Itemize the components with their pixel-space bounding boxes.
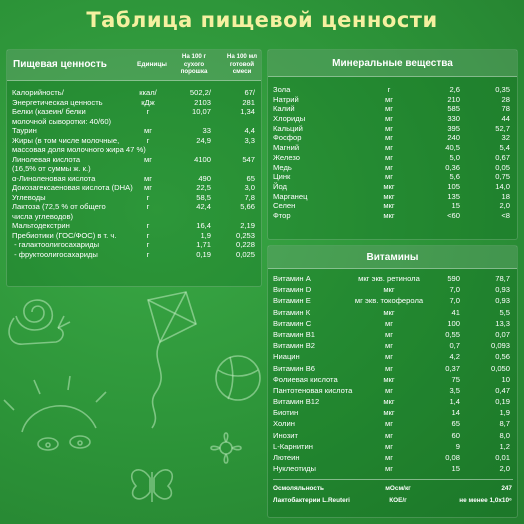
row-value-per-100g: 15 — [451, 464, 460, 474]
row-unit: кДж — [141, 97, 155, 107]
row-unit: г — [146, 221, 150, 230]
row-value-per-100ml: 0,05 — [495, 162, 510, 172]
row-unit: мг — [385, 104, 393, 114]
row-unit: мкг — [383, 374, 395, 384]
row-name: Холин — [273, 419, 295, 429]
row-name: Углеводы — [12, 192, 46, 202]
row-value-per-100g: 330 — [447, 114, 460, 124]
row-value-per-100g: 0,37 — [445, 363, 460, 373]
row-name: Витамин Е — [273, 296, 311, 306]
row-value-per-100g: 58,5 — [196, 192, 211, 202]
header-name: Пищевая ценность — [13, 59, 107, 70]
table-row — [7, 183, 261, 193]
row-value-per-100g: 1,71 — [196, 240, 211, 249]
row-unit: г — [146, 192, 150, 202]
table-row — [7, 174, 261, 184]
row-name: Зола — [273, 85, 291, 94]
row-value-per-100g: 22,5 — [196, 183, 211, 192]
row-name: Витамин В12 — [273, 397, 320, 407]
row-value-per-100g: 41 — [451, 307, 460, 317]
row-unit: мг — [385, 419, 393, 429]
row-name: Железо — [273, 152, 300, 162]
row-unit: мг — [385, 441, 393, 451]
row-unit: мкг — [383, 191, 395, 201]
row-unit: мкг — [383, 181, 395, 191]
butterfly-icon — [132, 470, 173, 502]
row-value-per-100ml: 1,34 — [240, 107, 255, 116]
row-unit: мкг экв. ретинола — [358, 274, 420, 283]
row-value-per-100ml: 3,3 — [244, 135, 255, 145]
row-unit: мг — [385, 341, 393, 351]
row-value-per-100g: 33 — [202, 126, 211, 135]
decoration — [0, 282, 262, 522]
page-title: Таблица пищевой ценности — [86, 8, 438, 32]
row-name: Фолиевая кислота — [273, 374, 338, 384]
row-unit: мг — [385, 172, 393, 182]
row-value-per-100g: 590 — [447, 274, 460, 283]
row-value-per-100ml: 0,050 — [490, 363, 510, 373]
minerals-rows — [268, 85, 517, 221]
table-row — [268, 407, 517, 418]
table-row — [7, 202, 261, 212]
row-unit: мг — [385, 430, 393, 440]
row-value-per-100ml: 0,47 — [495, 385, 510, 395]
row-name: Йод — [273, 181, 287, 191]
row-value-per-100g: 4,2 — [449, 352, 460, 362]
table-row — [7, 250, 261, 260]
table-row — [268, 133, 517, 143]
row-value-per-100ml: 0,35 — [495, 85, 510, 94]
row-value-per-100ml: 5,4 — [499, 143, 510, 153]
table-row — [268, 85, 517, 95]
row-value-per-100g: 7,0 — [449, 296, 460, 306]
table-row — [7, 221, 261, 231]
row-name: Магний — [273, 143, 300, 153]
row-value-per-100ml: 78 — [501, 104, 510, 114]
table-row — [7, 107, 261, 117]
row-unit: мг — [385, 123, 393, 133]
nutrition-header — [7, 50, 261, 81]
row-value-per-100ml: 5,66 — [240, 202, 255, 211]
row-unit: мкг — [383, 285, 395, 295]
row-name: молочной сыворотки: 40/60) — [12, 116, 112, 126]
row-value-per-100ml: 0,93 — [495, 296, 510, 306]
row-unit: мг — [385, 352, 393, 362]
header-col2-line: готовой — [229, 60, 255, 68]
row-value-per-100g: 135 — [447, 191, 460, 201]
header-col1-line: порошка — [180, 68, 208, 76]
table-row — [268, 441, 517, 452]
row-value-per-100g: 502,2/ — [189, 88, 211, 97]
table-row — [7, 193, 261, 203]
nutrition-panel — [6, 49, 262, 287]
table-row — [7, 164, 261, 174]
footer-name: Осмоляльность — [273, 485, 324, 492]
table-row — [7, 126, 261, 136]
row-name: Витамин А — [273, 274, 311, 283]
row-unit: ккал/ — [139, 88, 157, 97]
table-row — [268, 95, 517, 105]
row-value-per-100ml: 2,19 — [240, 221, 255, 230]
row-value-per-100ml: 0,01 — [495, 453, 510, 462]
row-value-per-100g: 395 — [447, 123, 460, 133]
row-value-per-100g: 2,6 — [449, 85, 460, 94]
table-row — [268, 295, 517, 306]
row-value-per-100ml: 0,025 — [235, 249, 255, 259]
row-name: массовая доля молочного жира 47 %) — [12, 145, 146, 154]
row-name: Хлориды — [273, 114, 306, 124]
minerals-header — [268, 50, 517, 77]
header-col1 — [177, 53, 211, 76]
row-unit: мг — [385, 464, 393, 474]
row-unit: мкг — [383, 307, 395, 317]
table-row — [268, 124, 517, 134]
row-value-per-100g: 5,0 — [449, 152, 460, 162]
row-name: Селен — [273, 201, 296, 211]
vitamins-title: Витамины — [366, 252, 419, 263]
row-value-per-100g: 2103 — [194, 97, 211, 107]
row-value-per-100ml: 18 — [501, 191, 510, 201]
row-value-per-100ml: 0,07 — [495, 329, 510, 339]
header-col2-line: На 100 мл — [226, 53, 258, 60]
row-name: Мальтодекстрин — [12, 221, 70, 230]
table-row — [268, 284, 517, 295]
table-row — [268, 172, 517, 182]
table-row — [7, 117, 261, 127]
row-name: Жиры (в том числе молочные, — [12, 135, 120, 145]
row-value-per-100ml: <8 — [501, 210, 510, 220]
row-value-per-100g: 10,07 — [191, 107, 211, 116]
row-value-per-100ml: 0,75 — [495, 172, 510, 182]
table-row — [268, 396, 517, 407]
row-value-per-100ml: 547 — [242, 154, 255, 164]
table-row — [268, 363, 517, 374]
row-value-per-100g: 0,08 — [445, 453, 460, 462]
row-unit: г — [146, 249, 150, 259]
row-value-per-100g: 585 — [447, 104, 460, 114]
row-unit: мг — [385, 162, 393, 172]
row-unit: мкг — [383, 201, 395, 211]
row-name: - фруктоолигосахариды — [12, 249, 98, 259]
table-row — [268, 418, 517, 429]
footer-unit: КОЕ/г — [389, 497, 407, 504]
row-value-per-100g: 9 — [455, 441, 460, 451]
row-value-per-100ml: 4,4 — [244, 126, 255, 135]
row-value-per-100g: 16,4 — [196, 221, 211, 230]
row-value-per-100ml: 78,7 — [495, 274, 510, 283]
row-name: Лютеин — [273, 453, 300, 462]
row-value-per-100g: <60 — [447, 210, 460, 220]
row-unit: г — [146, 230, 150, 240]
row-unit: мг — [385, 329, 393, 339]
row-unit: мг — [385, 114, 393, 124]
table-row — [268, 463, 517, 474]
row-unit: мкг — [383, 408, 395, 418]
table-row — [268, 114, 517, 124]
row-value-per-100ml: 0,253 — [235, 230, 255, 240]
row-unit: мг — [144, 126, 152, 135]
row-value-per-100g: 4100 — [194, 154, 211, 164]
row-value-per-100g: 100 — [447, 318, 460, 328]
row-value-per-100g: 24,9 — [196, 135, 211, 145]
row-name: Калий — [273, 104, 295, 114]
row-value-per-100g: 490 — [198, 173, 211, 183]
row-value-per-100ml: 2,0 — [499, 201, 510, 211]
row-value-per-100ml: 0,228 — [235, 240, 255, 249]
table-row — [268, 374, 517, 385]
row-name: Пребиотики (ГОС/ФОС) в т. ч. — [12, 230, 117, 240]
footer-row — [268, 483, 519, 495]
row-name: Ниацин — [273, 352, 300, 362]
table-row — [7, 136, 261, 146]
nutrition-rows — [7, 88, 261, 259]
row-value-per-100ml: 0,093 — [490, 341, 510, 351]
row-value-per-100ml: 28 — [501, 94, 510, 104]
row-unit: г — [146, 135, 150, 145]
row-unit: мг — [385, 143, 393, 153]
row-value-per-100ml: 65 — [246, 173, 255, 183]
row-value-per-100ml: 32 — [501, 133, 510, 143]
sun-icon — [4, 376, 106, 450]
row-unit: г — [146, 202, 150, 211]
row-unit: мг — [385, 363, 393, 373]
row-name: Цинк — [273, 172, 291, 182]
table-row — [268, 273, 517, 284]
row-unit: г — [146, 107, 150, 116]
table-row — [268, 211, 517, 221]
row-value-per-100ml: 14,0 — [495, 181, 510, 191]
row-value-per-100g: 40,5 — [445, 143, 460, 153]
row-name: Натрий — [273, 94, 299, 104]
row-name: Марганец — [273, 191, 308, 201]
row-value-per-100ml: 3,0 — [244, 183, 255, 192]
row-name: Витамин С — [273, 318, 312, 328]
row-value-per-100g: 0,19 — [196, 249, 211, 259]
header-col1-line: сухого — [183, 60, 205, 68]
row-name: Витамин В2 — [273, 341, 315, 351]
row-value-per-100ml: 8,7 — [499, 419, 510, 429]
row-value-per-100g: 75 — [451, 374, 460, 384]
row-value-per-100g: 42,4 — [196, 202, 211, 211]
row-value-per-100g: 210 — [447, 94, 460, 104]
row-name: Витамин В6 — [273, 363, 315, 373]
row-name: Лактоза (72,5 % от общего — [12, 202, 106, 211]
table-row — [7, 145, 261, 155]
row-value-per-100g: 7,0 — [449, 285, 460, 295]
vitamins-header — [268, 246, 517, 269]
table-row — [268, 340, 517, 351]
row-unit: мг — [144, 173, 152, 183]
table-row — [268, 192, 517, 202]
row-value-per-100ml: 0,93 — [495, 285, 510, 295]
vitamins-rows — [268, 273, 517, 474]
vitamins-panel — [267, 245, 518, 518]
row-value-per-100ml: 1,2 — [499, 441, 510, 451]
row-unit: мг — [385, 318, 393, 328]
row-name: L-Карнитин — [273, 441, 313, 451]
footer-name: Лактобактерии L.Reuteri — [273, 497, 350, 504]
row-value-per-100ml: 1,9 — [499, 408, 510, 418]
row-unit: мкг — [383, 397, 395, 407]
vitamins-footer-divider — [273, 479, 513, 480]
row-name: Фтор — [273, 210, 291, 220]
table-row — [7, 155, 261, 165]
header-unit: Единицы — [137, 61, 167, 68]
table-row — [268, 385, 517, 396]
row-name: Биотин — [273, 408, 299, 418]
row-name: Белки (казеин/ белки — [12, 107, 86, 116]
table-row — [268, 307, 517, 318]
footer-unit: мОсм/кг — [385, 485, 411, 492]
row-name: Медь — [273, 162, 292, 172]
table-row — [268, 182, 517, 192]
row-value-per-100ml: 0,19 — [495, 397, 510, 407]
table-row — [268, 163, 517, 173]
row-unit: мг — [385, 152, 393, 162]
flower-icon — [211, 433, 241, 463]
row-value-per-100g: 65 — [451, 419, 460, 429]
row-value-per-100ml: 0,56 — [495, 352, 510, 362]
row-name: Инозит — [273, 430, 298, 440]
row-value-per-100ml: 8,0 — [499, 430, 510, 440]
table-row — [268, 143, 517, 153]
row-unit: г — [146, 240, 150, 249]
vitamins-footer — [268, 483, 519, 507]
table-row — [7, 231, 261, 241]
row-value-per-100g: 1,9 — [200, 230, 211, 240]
row-value-per-100g: 0,7 — [449, 341, 460, 351]
row-value-per-100g: 0,55 — [445, 329, 460, 339]
row-unit: г — [387, 85, 391, 94]
table-row — [268, 201, 517, 211]
row-value-per-100ml: 13,3 — [495, 318, 510, 328]
row-value-per-100g: 15 — [451, 201, 460, 211]
row-value-per-100g: 5,6 — [449, 172, 460, 182]
row-value-per-100g: 3,5 — [449, 385, 460, 395]
snail-icon — [9, 300, 70, 344]
row-name: Нуклеотиды — [273, 464, 317, 474]
row-name: Витамин В1 — [273, 329, 315, 339]
table-row — [268, 430, 517, 441]
table-row — [268, 153, 517, 163]
table-row — [7, 88, 261, 98]
row-value-per-100g: 0,36 — [445, 162, 460, 172]
table-row — [7, 212, 261, 222]
row-name: числа углеводов) — [12, 211, 74, 221]
row-name: Энергетическая ценность — [12, 97, 103, 107]
table-row — [7, 98, 261, 108]
table-row — [7, 240, 261, 250]
header-col1-line: На 100 г — [181, 53, 207, 60]
minerals-title: Минеральные вещества — [332, 58, 453, 69]
row-unit: мкг — [383, 210, 395, 220]
table-row — [268, 318, 517, 329]
footer-value: 247 — [501, 485, 512, 492]
row-value-per-100ml: 44 — [501, 114, 510, 124]
row-value-per-100g: 240 — [447, 133, 460, 143]
row-name: - галактоолигосахариды — [12, 240, 100, 249]
row-value-per-100ml: 52,7 — [495, 123, 510, 133]
row-value-per-100ml: 7,8 — [244, 192, 255, 202]
footer-row — [268, 495, 519, 507]
row-name: Кальций — [273, 123, 303, 133]
row-value-per-100g: 105 — [447, 181, 460, 191]
row-value-per-100ml: 5,5 — [499, 307, 510, 317]
row-value-per-100ml: 10 — [501, 374, 510, 384]
row-unit: мг — [385, 94, 393, 104]
row-unit: мг — [144, 154, 152, 164]
row-name: Докозагексаеновая кислота (DHA) — [12, 183, 133, 192]
footer-value: не менее 1,0х10⁶ — [459, 497, 512, 504]
table-row — [268, 351, 517, 362]
row-value-per-100ml: 0,67 — [495, 152, 510, 162]
row-name: Пантотеновая кислота — [273, 385, 353, 395]
row-name: Линолевая кислота — [12, 154, 81, 164]
row-value-per-100g: 60 — [451, 430, 460, 440]
row-value-per-100ml: 2,0 — [499, 464, 510, 474]
ball-icon — [216, 356, 260, 400]
row-unit: мг — [385, 133, 393, 143]
table-row — [268, 452, 517, 463]
row-name: Калорийность/ — [12, 88, 64, 97]
row-unit: мг — [144, 183, 152, 192]
row-unit: мг экв. токоферола — [354, 296, 424, 306]
row-name: Таурин — [12, 126, 37, 135]
kite-icon — [148, 292, 196, 428]
table-row — [268, 104, 517, 114]
row-name: Витамин К — [273, 307, 311, 317]
minerals-panel — [267, 49, 518, 240]
row-value-per-100g: 14 — [451, 408, 460, 418]
row-value-per-100g: 1,4 — [449, 397, 460, 407]
row-name: α-Линоленовая кислота — [12, 173, 96, 183]
row-name: Витамин D — [273, 285, 312, 295]
table-row — [268, 329, 517, 340]
row-value-per-100ml: 67/ — [244, 88, 255, 97]
row-unit: мг — [385, 453, 393, 462]
row-value-per-100ml: 281 — [242, 97, 255, 107]
row-unit: мг — [385, 385, 393, 395]
header-col2 — [223, 53, 261, 76]
header-col2-line: смеси — [232, 68, 252, 76]
row-name: (16,5% от суммы ж. к.) — [12, 164, 91, 173]
row-name: Фосфор — [273, 133, 302, 143]
